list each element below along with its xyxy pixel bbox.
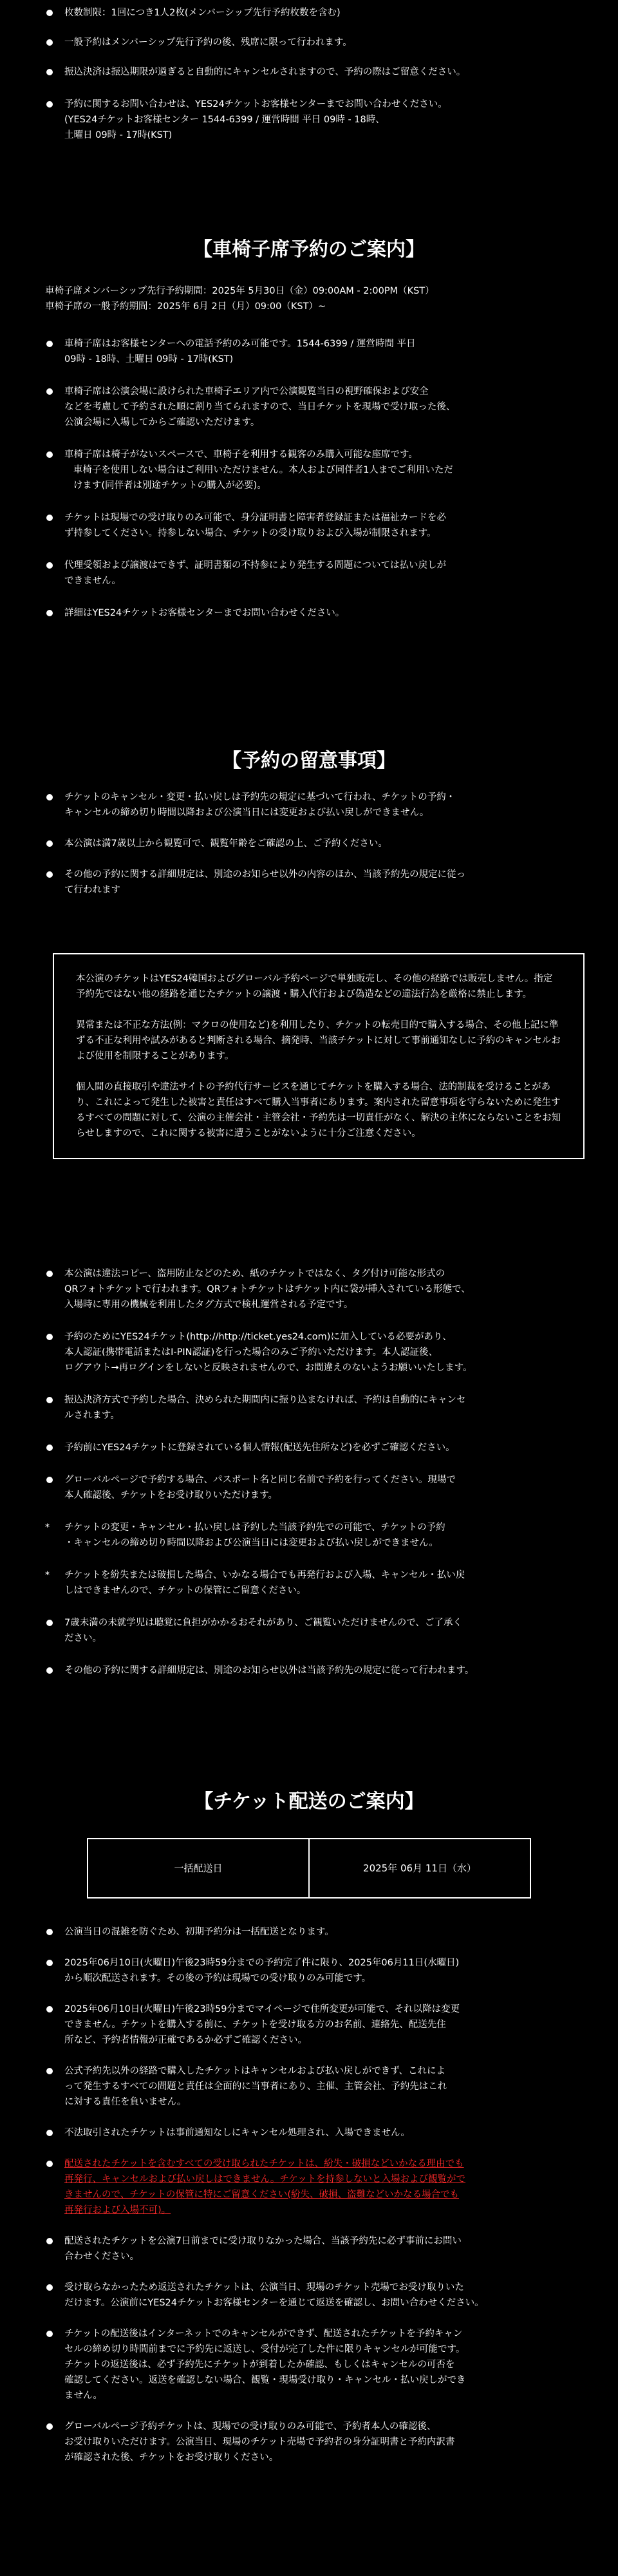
list-item — [0, 384, 618, 430]
text-line: 個人間の直接取引や違法サイトの予約代行サービスを通じてチケットを購入する場合、 — [76, 1082, 439, 1092]
text-line: 予約のためにYES24チケット(http://http://ticket.yes24.com)に加入している必要があり、 — [64, 1332, 452, 1342]
bullet-icon — [46, 2238, 53, 2244]
text-line: 一般予約はメンバーシップ先行予約の後、残席に限って行われます。 — [64, 37, 352, 48]
wheelchair-title: 【車椅子席予約のご案内】 — [193, 238, 425, 261]
text-line: する場合、その他上記に準ずる不正な利用や試みがあると判断される場合、摘発時、当該チケ — [76, 1020, 559, 1046]
text-line: その他の経路では販売しません。 — [393, 974, 534, 984]
text-line: チケットを紛失または破損した場合、いかなる場合でも再発行および入場、キャンセル・払い戻 — [64, 1570, 465, 1580]
top-notice-section — [0, 5, 618, 143]
list-item — [0, 790, 618, 820]
text-line: 本人認証(携帯電話またはI-PIN認証)を行った場合のみご予約いただけます。本人認証後、 — [64, 1347, 438, 1358]
text-line: できません。チケットを購入する前に、チケットを受け取る方のお名前、連絡先、配送先住 — [64, 2020, 446, 2030]
text-line: 行為を厳格に禁止します。 — [420, 989, 532, 999]
list-item-text — [64, 2002, 592, 2048]
text-line: が確認された後、チケットをお受け取りください。 — [64, 2452, 279, 2463]
text-line: きませんので、チケットの保管に特にご留意ください(紛失、破損、盗難などいかなる場合でも — [64, 2190, 460, 2200]
delivery-section — [0, 1789, 618, 2481]
bullet-icon — [46, 1929, 53, 1935]
bullet-icon — [46, 794, 53, 800]
caution-notice-box-wrap — [0, 953, 618, 1159]
list-item — [0, 2280, 618, 2311]
wheelchair-section — [0, 237, 618, 638]
bullet-icon — [46, 1667, 53, 1674]
list-item — [0, 1266, 618, 1312]
delivery-date-row — [88, 1839, 530, 1898]
text-line: 09時 - 18時、土曜日 09時 - 17時(KST) — [64, 354, 234, 365]
text-line: 予約前にYES24チケットに登録されている個人情報(配送先住所など)を必ずご確認ください。 — [64, 1443, 455, 1453]
list-item-text — [64, 64, 592, 80]
list-item — [0, 510, 618, 541]
bullet-icon — [46, 1620, 53, 1626]
text-line: セルの締め切り時間前までに予約先に返送し、受付が完了した件に限りキャンセルが可能です。 — [64, 2344, 465, 2354]
list-item-text — [64, 2125, 592, 2141]
text-line: 本公演のチケットはYES24韓国およびグローバル予約ページで単独販売し、 — [76, 974, 393, 984]
text-line: に対する責任を負いません。 — [64, 2097, 187, 2107]
caution-list-b — [0, 1266, 618, 1678]
text-line: 本公演は違法コピー、盗用防止などのため、紙のチケットではなく、タグ付け可能な形式の — [64, 1269, 445, 1279]
list-item-text — [64, 1955, 592, 1986]
asterisk-marker: * — [45, 1570, 50, 1580]
caution-list-a — [0, 790, 618, 898]
list-item — [0, 2419, 618, 2465]
bullet-icon — [46, 101, 53, 108]
list-item-text — [64, 1266, 592, 1312]
list-item — [0, 1472, 618, 1503]
list-item-text — [64, 97, 592, 143]
text-line: しはできませんので、チケットの保管にご留意ください。 — [64, 1586, 306, 1596]
list-item — [0, 1924, 618, 1940]
text-line: ・キャンセルの締め切り時間以降および公演当日には変更および払い戻しができません。 — [64, 1538, 438, 1548]
list-item-text — [64, 35, 592, 50]
bullet-icon — [46, 562, 53, 569]
list-item — [0, 447, 618, 493]
bullet-icon — [46, 1444, 53, 1451]
list-item-text — [64, 1472, 592, 1503]
bullet-icon — [46, 1477, 53, 1483]
list-item-text — [64, 447, 592, 493]
text-line: キャンセルの締め切り時間以降および公演当日には変更および払い戻しができません。 — [64, 808, 429, 818]
list-item — [0, 97, 618, 143]
text-line: ルされます。 — [64, 1410, 120, 1421]
delivery-date-value: 2025年 06月 11日（水） — [309, 1839, 530, 1898]
list-item — [0, 1440, 618, 1455]
list-item-text — [64, 1567, 592, 1598]
bullet-icon — [46, 2006, 53, 2012]
text-line: チケットは現場での受け取りのみ可能で、身分証明書と障害者登録証または福祉カードを必 — [64, 513, 446, 523]
list-item-text — [64, 2063, 592, 2110]
list-item-text — [64, 867, 592, 898]
caution-title: 【予約の留意事項】 — [222, 750, 396, 772]
text-line: などを考慮して予約された順に割り当てられますので、当日チケットを現場で受け取った後、 — [64, 402, 456, 412]
list-item — [0, 2125, 618, 2141]
delivery-list — [0, 1924, 618, 2465]
text-line: チケットの変更・キャンセル・払い戻しは予約した当該予約先での可能で、チケットの予約 — [64, 1522, 445, 1533]
notice-paragraph — [76, 1018, 561, 1064]
list-item-text — [64, 2280, 592, 2311]
list-item — [0, 35, 618, 50]
notice-paragraph — [76, 1079, 561, 1141]
text-line: って発生するすべての問題と責任は全面的に当事者にあり、主催、主管会社、予約先はこれ — [64, 2081, 447, 2092]
delivery-title: 【チケット配送のご案内】 — [194, 1790, 424, 1813]
bullet-icon — [46, 2161, 53, 2167]
list-item — [0, 2063, 618, 2110]
caution-section-b — [0, 1266, 618, 1695]
text-line: ず持参してください。持参しない場合、チケットの受け取りおよび入場が制限されます。 — [64, 528, 436, 538]
bullet-icon — [46, 871, 53, 878]
list-item-text — [64, 510, 592, 541]
bullet-icon — [46, 2068, 53, 2074]
text-line: て行われます — [64, 885, 120, 895]
text-line: できません。 — [64, 576, 121, 586]
bullet-icon — [46, 2130, 53, 2136]
list-item-text — [64, 2233, 592, 2264]
text-line: 2025年06月10日(火曜日)午後23時59分までマイページで住所変更が可能で、それ以降は変更 — [64, 2004, 460, 2014]
list-item — [0, 2002, 618, 2048]
text-line: ります。案内された留意事項を守らないために発生するすべての問題に対して、公演の主 — [76, 1097, 561, 1123]
wheelchair-schedule — [0, 283, 618, 314]
caution-notice-box — [53, 953, 585, 1159]
list-item-text — [64, 836, 592, 851]
bullet-icon — [46, 840, 53, 847]
bullet-icon — [46, 1271, 53, 1277]
bullet-icon — [46, 10, 53, 16]
text-line: 合わせください。 — [64, 2251, 139, 2262]
bullet-icon — [46, 515, 53, 521]
list-item — [0, 1955, 618, 1986]
top-notice-list — [0, 5, 618, 143]
list-item — [0, 2326, 618, 2403]
text-line: 不法取引されたチケットは事前通知なしにキャンセル処理され、入場できません。 — [64, 2128, 410, 2138]
list-item — [0, 2156, 618, 2218]
bullet-icon — [46, 39, 53, 46]
text-line: 確認してください。返送を確認しない場合、観覧・現場受け取り・キャンセル・払い戻しができ — [64, 2375, 466, 2385]
text-line: ログアウト→再ログインをしないと反映されませんので、お間違えのないようお願いいたします。 — [64, 1363, 473, 1373]
text-line: 振込決済は振込期限が過ぎると自動的にキャンセルされますので、予約の際はご留意ください。 — [64, 67, 466, 77]
list-item — [0, 1663, 618, 1678]
text-line: 所など、予約者情報が正確であるか必ずご確認ください。 — [64, 2035, 307, 2045]
text-line: 車椅子を使用しない場合はご利用いただけません。本人および同伴者1人までご利用いただ — [64, 465, 453, 475]
list-item-text — [64, 790, 592, 820]
text-line: 本人確認後、チケットをお受け取りいただけます。 — [64, 1490, 278, 1501]
text-line: 法的制裁を受けることがあり、これによって発生した被害と責任はすべて購入当事者にあ — [76, 1082, 551, 1108]
wheelchair-schedule-membership: 車椅子席メンバーシップ先行予約期間：2025年 5月30日（金）09:00AM - 2:00PM（KST） — [45, 286, 435, 296]
text-line: 催会社・主管会社・予約先は一切責任がなく、解決の主体にならないことをお知らせしま — [76, 1113, 561, 1139]
text-line: ださい。 — [64, 1633, 102, 1643]
bullet-icon — [46, 1334, 53, 1340]
text-line: 公式予約先以外の経路で購入したチケットはキャンセルおよび払い戻しができず、これによ — [64, 2066, 446, 2076]
text-line: その他の予約に関する詳細規定は、別途のお知らせ以外の内容のほか、当該予約先の規定に従っ — [64, 869, 466, 880]
list-item — [0, 2233, 618, 2264]
text-line: 代理受領および譲渡はできず、証明書類の不持参により発生する問題については払い戻しが — [64, 560, 447, 571]
wheelchair-schedule-general: 車椅子席の一般予約期間：2025年 6月 2日（月）09:00（KST）~ — [45, 301, 326, 312]
list-item-text — [64, 1615, 592, 1646]
list-item — [0, 64, 618, 80]
delivery-date-label: 一括配送日 — [88, 1839, 309, 1898]
bullet-icon — [46, 2284, 53, 2291]
text-line: 車椅子席はお客様センターへの電話予約のみ可能です。1544-6399 / 運営時間 平日 — [64, 339, 416, 349]
text-line: ットに対して事前通知なしに予約のキャンセルおよび使用を制限することがあります。 — [76, 1036, 561, 1061]
list-item-text — [64, 5, 592, 21]
bullet-icon — [46, 610, 53, 616]
paragraph-gap — [76, 1002, 561, 1018]
list-item-text — [64, 605, 592, 621]
list-item — [0, 1520, 618, 1551]
text-line: 振込決済方式で予約した場合、決められた期間内に振り込まなければ、予約は自動的にキャンセ — [64, 1395, 466, 1405]
text-line: 2025年06月10日(火曜日)午後23時59分までの予約完了件に限り、2025年06月11日(水曜日) — [64, 1958, 460, 1968]
text-line: 受け取らなかったため返送されたチケットは、公演当日、現場のチケット売場でお受け取りいた — [64, 2282, 464, 2293]
notice-paragraph — [76, 971, 561, 1002]
list-item-text — [64, 336, 592, 367]
list-item — [0, 836, 618, 851]
text-line: から順次配送されます。その後の予約は現場での受け取りのみ可能です。 — [64, 1973, 371, 1984]
list-item-text — [64, 1392, 592, 1423]
text-line: だけます。公演前にYES24チケットお客様センターを通じて返送を確認し、お問い合わせください。 — [64, 2298, 484, 2308]
list-item — [0, 605, 618, 621]
bullet-icon — [46, 2423, 53, 2430]
list-item-text — [64, 1329, 592, 1376]
text-line: ません。 — [64, 2391, 102, 2401]
bullet-icon — [46, 388, 53, 395]
delivery-date-table — [87, 1838, 531, 1899]
text-line: 枚数制限：1回につき1人2枚(メンバーシップ先行予約枚数を含む) — [64, 8, 341, 18]
list-item — [0, 5, 618, 21]
text-line: チケットのキャンセル・変更・払い戻しは予約先の規定に基づいて行われ、チケットの予約・ — [64, 792, 456, 802]
text-line: 入場時に専用の機械を利用したタグ方式で検札運営される予定です。 — [64, 1300, 353, 1310]
list-item-text — [64, 1663, 592, 1678]
text-line: 異常または不正な方法(例：マクロの使用など)を利用したり、チケットの転売目的で購入 — [76, 1020, 447, 1030]
list-item-text — [64, 2419, 592, 2465]
list-item-text — [64, 1440, 592, 1455]
list-item — [0, 1329, 618, 1376]
list-item-text — [64, 1924, 592, 1940]
list-item — [0, 1567, 618, 1598]
list-item — [0, 1392, 618, 1423]
text-line: その他の予約に関する詳細規定は、別途のお知らせ以外は当該予約先の規定に従って行われます。 — [64, 1665, 474, 1676]
bullet-icon — [46, 451, 53, 458]
caution-section — [0, 748, 618, 913]
wheelchair-list — [0, 336, 618, 621]
text-line: 指定予約先ではない他の経路を通じたチケットの譲渡・購入代行および偽造などの違法 — [76, 974, 553, 999]
paragraph-gap — [76, 1064, 561, 1079]
text-line: チケットの配送後はインターネットでのキャンセルができず、配送されたチケットを予約キャン — [64, 2329, 463, 2339]
list-item — [0, 336, 618, 367]
text-line: 配送されたチケットを公演7日前までに受け取りなかった場合、当該予約先に必ず事前にお問い — [64, 2236, 462, 2246]
asterisk-marker: * — [45, 1522, 50, 1533]
text-line: 車椅子席は椅子がないスペースで、車椅子を利用する観客のみ購入可能な座席です。 — [64, 450, 418, 460]
text-line: チケットの返送後は、必ず予約先にチケットが到着したか確認、もしくはキャンセルの可否を — [64, 2360, 455, 2370]
bullet-icon — [46, 1397, 53, 1403]
bullet-icon — [46, 2331, 53, 2337]
list-item — [0, 1615, 618, 1646]
text-line: 再発行および入場不可)。 — [64, 2205, 171, 2215]
text-line: 予約に関するお問い合わせは、YES24チケットお客様センターまでお問い合わせください。 — [64, 99, 447, 109]
text-line: 土曜日 09時 - 17時(KST) — [64, 130, 173, 140]
text-line: 再発行、キャンセルおよび払い戻しはできません。チケットを持参しないと入場および観覧がで — [64, 2174, 466, 2184]
bullet-icon — [46, 69, 53, 75]
text-line: 公演会場に入場してからご確認いただけます。 — [64, 417, 260, 428]
text-line: お受け取りいただけます。公演当日、現場のチケット売場で予約者の身分証明書と予約内訳書 — [64, 2437, 455, 2447]
list-item-text — [64, 2326, 592, 2403]
text-line: QRフォトチケットで行われます。QRフォトチケットはチケット内に袋が挿入されている形態で、 — [64, 1284, 471, 1294]
text-line: 公演当日の混雑を防ぐため、初期予約分は一括配送となります。 — [64, 1927, 334, 1937]
text-line: 配送されたチケットを含むすべての受け取られたチケットは、紛失・破損などいかなる理由でも — [64, 2159, 464, 2169]
list-item-text — [64, 2156, 592, 2218]
text-line: けます(同伴者は別途チケットの購入が必要)。 — [64, 480, 267, 491]
text-line: すので、これに関する被害に遭うことがないように十分ご注意ください。 — [113, 1128, 421, 1139]
text-line: 車椅子席は公演会場に設けられた車椅子エリア内で公演観覧当日の視野確保および安全 — [64, 386, 429, 397]
list-item-text — [64, 384, 592, 430]
text-line: 詳細はYES24チケットお客様センターまでお問い合わせください。 — [64, 608, 345, 618]
list-item — [0, 558, 618, 589]
list-item-text — [64, 1520, 592, 1551]
text-line: 本公演は満7歳以上から観覧可で、観覧年齢をご確認の上、ご予約ください。 — [64, 838, 388, 849]
text-line: (YES24チケットお客様センター 1544-6399 / 運営時間 平日 09時 - 18時、 — [64, 115, 385, 125]
bullet-icon — [46, 1960, 53, 1966]
text-line: 7歳未満の未就学児は聴覚に負担がかかるおそれがあり、ご観覧いただけませんので、ご了承く — [64, 1618, 462, 1628]
text-line: グローバルページで予約する場合、パスポート名と同じ名前で予約を行ってください。現場で — [64, 1475, 456, 1485]
text-line: グローバルページ予約チケットは、現場での受け取りのみ可能で、予約者本人の確認後、 — [64, 2421, 436, 2432]
list-item-text — [64, 558, 592, 589]
list-item — [0, 867, 618, 898]
bullet-icon — [46, 341, 53, 347]
